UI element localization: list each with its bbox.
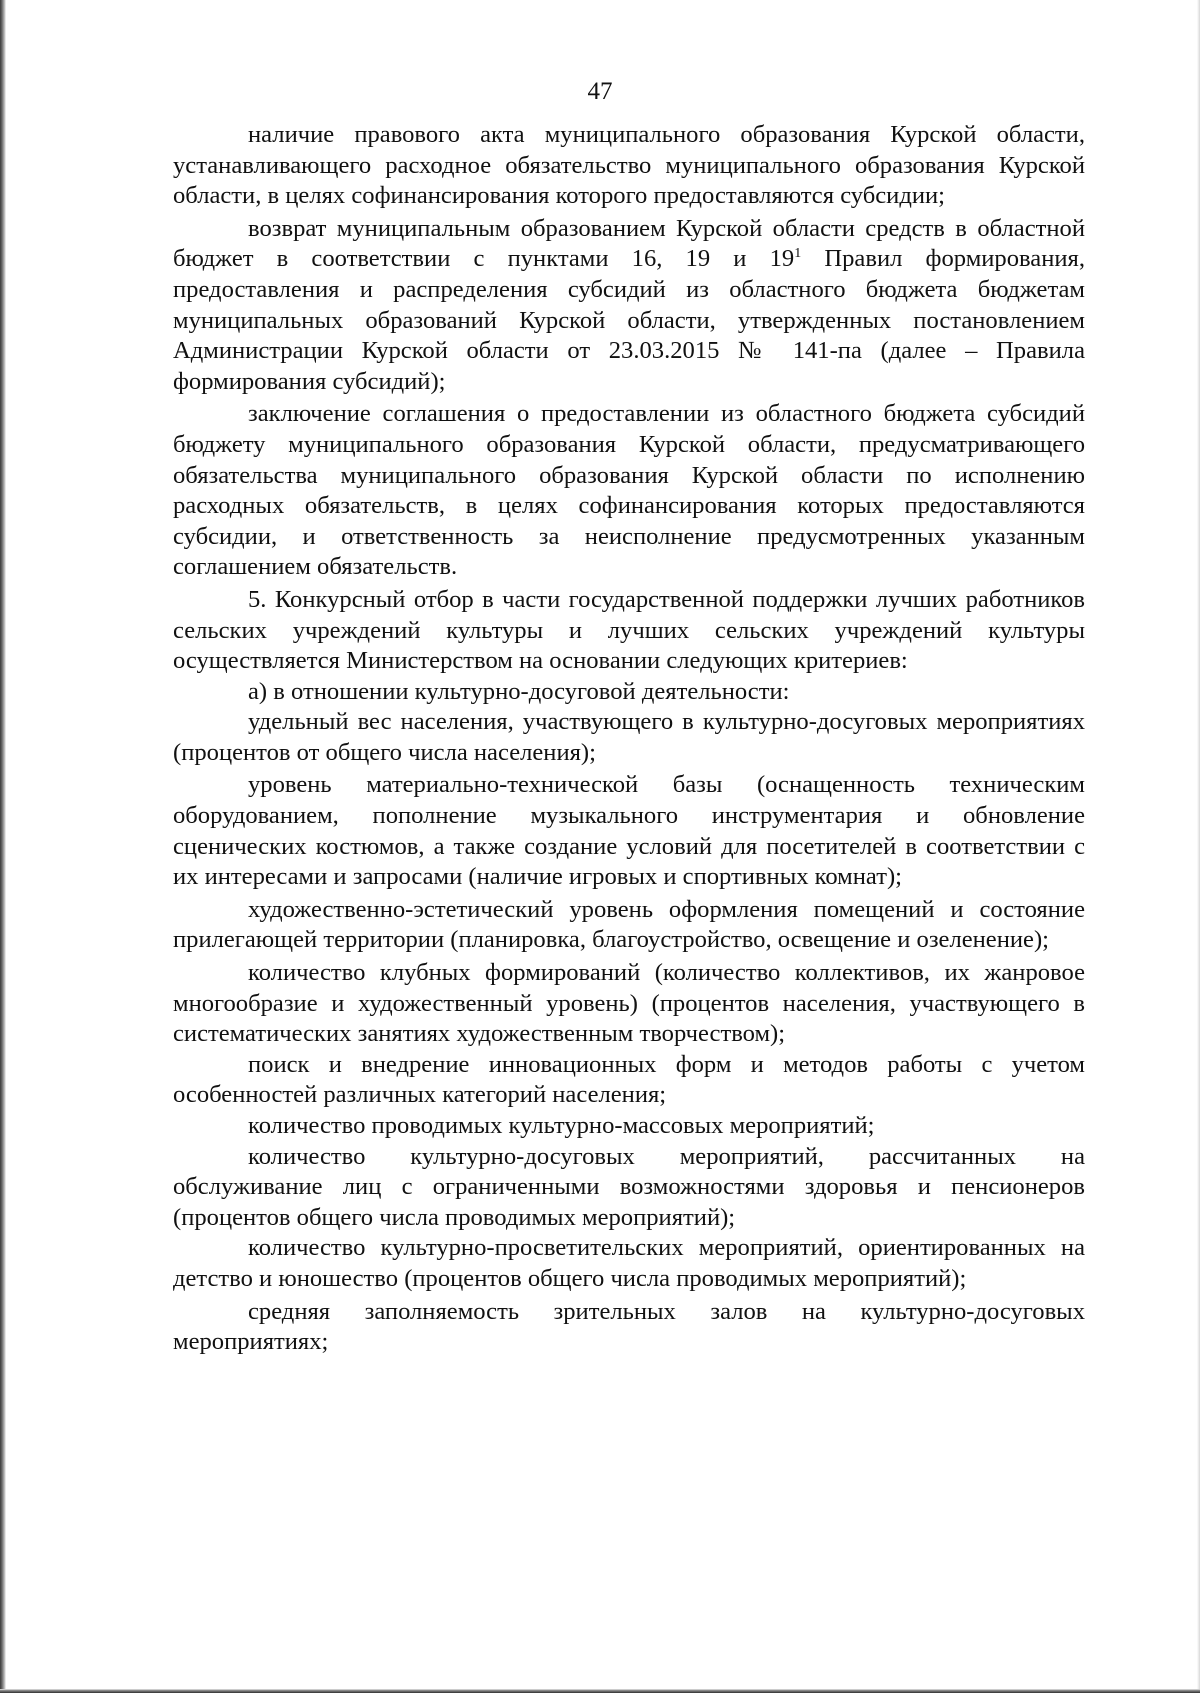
criterion-mass-events: количество проводимых культурно-массовых мероприятий; — [248, 1112, 875, 1139]
criterion-club-formations: количество клубных формирований (количество коллективов, их жанровое многообразие и художественный уровень) (процентов населения, участвующего в систематических занятиях художественным творчеством); — [173, 959, 1085, 1048]
criterion-material-base: уровень материально-технической базы (оснащенность техническим оборудованием, пополнение музыкального инструментария и обновление сценических костюмов, а также создание условий для посетителей в соответствии с их интересами и запросами (наличие игровых и спортивных комнат); — [173, 771, 1085, 891]
criterion-aesthetic-level: художественно-эстетический уровень оформления помещений и состояние прилегающей территории (планировка, благоустройство, освещение и озеленение); — [173, 895, 1085, 954]
paragraph-legal-act: наличие правового акта муниципального образования Курской области, устанавливающего расходное обязательство муниципального образования Курской области, в целях софинансирования которого предоставляются субсидии; — [173, 121, 1085, 210]
scan-edge-bottom — [0, 1689, 1200, 1693]
paragraph-funds-return — [173, 214, 1085, 398]
criterion-population-share: удельный вес населения, участвующего в культурно-досуговых мероприятиях (процентов от общего числа населения); — [173, 708, 1085, 766]
paragraph-subsection-a: а) в отношении культурно-досуговой деятельности: — [248, 677, 790, 705]
document-body — [173, 120, 1085, 1358]
scan-edge-left — [0, 0, 6, 1693]
page-number: 47 — [587, 78, 613, 105]
paragraph-section-5: 5. Конкурсный отбор в части государственной поддержки лучших работников сельских учреждений культуры и лучших сельских учреждений культуры осуществляется Министерством на основании следующих критериев: — [173, 585, 1085, 675]
criterion-youth-events: количество культурно-просветительских мероприятий, ориентированных на детство и юношество (процентов общего числа проводимых мероприятий); — [173, 1234, 1085, 1292]
criterion-hall-occupancy: средняя заполняемость зрительных залов на культурно-досуговых мероприятиях; — [173, 1297, 1085, 1356]
superscript-footnote: 1 — [794, 246, 802, 262]
paragraph-agreement: заключение соглашения о предоставлении из областного бюджета субсидий бюджету муниципального образования Курской области, предусматривающего обязательства муниципального образования Курской области по исполнению расходных обязательств, в целях софинансирования которых предоставляются субсидии, и ответственность за неисполнение предусмотренных указанным соглашением обязательств. — [173, 400, 1085, 581]
paragraph-funds-return-part1: возврат муниципальным образованием Курской области средств в областной бюджет в соответствии с пунктами 16, 19 и 19 — [173, 214, 1085, 273]
criterion-innovation: поиск и внедрение инновационных форм и методов работы с учетом особенностей различных категорий населения; — [173, 1050, 1085, 1109]
paragraph-funds-return-part2: Правил формирования, предоставления и распределения субсидий из областного бюджета бюджетам муниципальных образований Курской области, утвержденных постановлением Администрации Курской области от 23.03.2015 № 141-па (далее – Правила формирования субсидий); — [173, 245, 1086, 395]
criterion-accessible-events: количество культурно-досуговых мероприятий, рассчитанных на обслуживание лиц с ограниченными возможностями здоровья и пенсионеров (процентов общего числа проводимых мероприятий); — [173, 1142, 1085, 1231]
